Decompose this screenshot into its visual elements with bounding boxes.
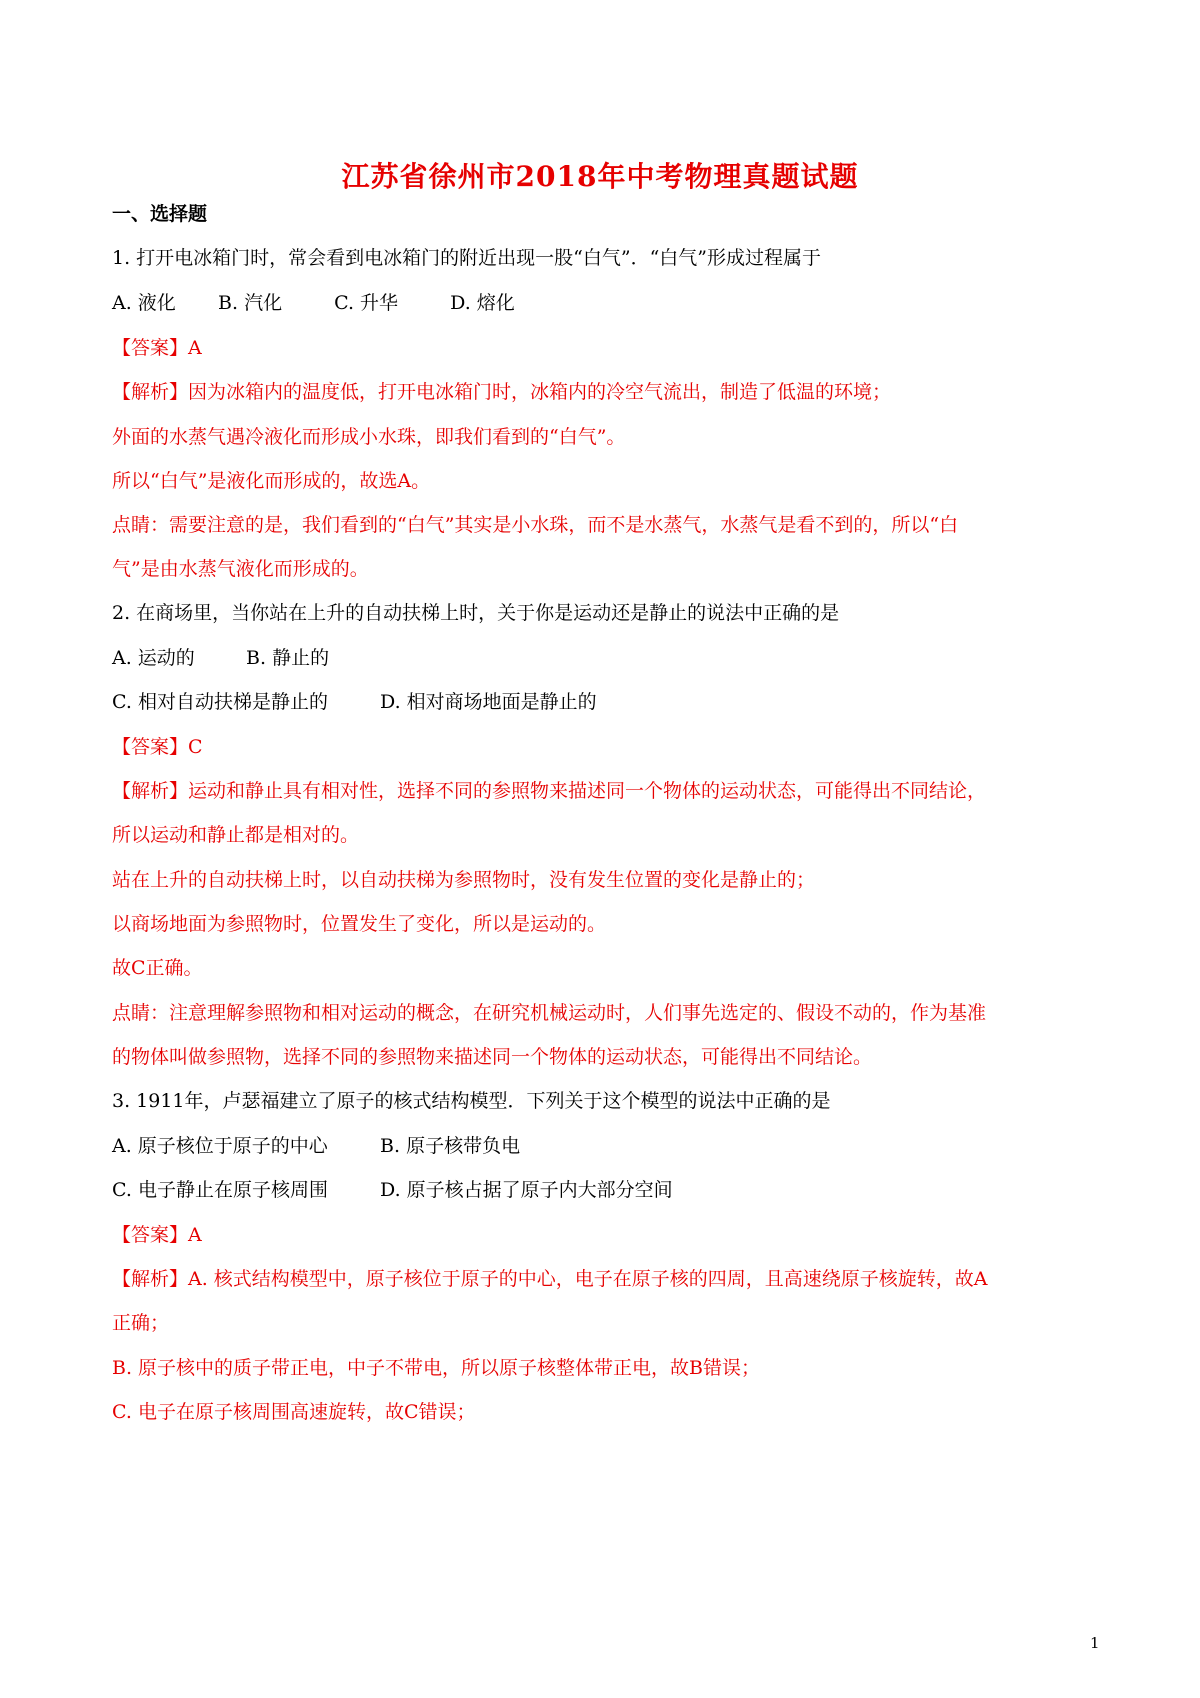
question-1-note-line: 气”是由水蒸气液化而形成的。 — [112, 558, 369, 580]
question-1-stem: 1. 打开电冰箱门时，常会看到电冰箱门的附近出现一股“白气”．“白气”形成过程属于 — [112, 247, 822, 269]
question-3-analysis-line: 正确； — [112, 1312, 170, 1334]
question-2-analysis-line: 站在上升的自动扶梯上时，以自动扶梯为参照物时，没有发生位置的变化是静止的； — [112, 869, 816, 891]
question-3-analysis-line: 【解析】A. 核式结构模型中，原子核位于原子的中心，电子在原子核的四周，且高速绕原子核旋转，故A — [112, 1268, 988, 1290]
question-2-analysis-line: 所以运动和静止都是相对的。 — [112, 824, 360, 846]
question-1-option-d: D. 熔化 — [450, 292, 515, 314]
question-1-options — [112, 294, 515, 313]
question-1-answer: 【答案】A — [112, 337, 202, 359]
question-2-note-line: 的物体叫做参照物，选择不同的参照物来描述同一个物体的运动状态，可能得出不同结论。 — [112, 1046, 873, 1068]
question-1-analysis-line: 外面的水蒸气遇冷液化而形成小水珠，即我们看到的“白气”。 — [112, 426, 626, 448]
question-2-options-row-1 — [112, 649, 329, 668]
question-3-option-b: B. 原子核带负电 — [380, 1135, 521, 1157]
question-2-analysis-line: 【解析】运动和静止具有相对性，选择不同的参照物来描述同一个物体的运动状态，可能得出不同结论， — [112, 780, 987, 802]
question-3-answer: 【答案】A — [112, 1224, 202, 1246]
page-number: 1 — [1090, 1634, 1100, 1652]
question-2-stem: 2. 在商场里，当你站在上升的自动扶梯上时，关于你是运动还是静止的说法中正确的是 — [112, 602, 840, 624]
page-title: 江苏省徐州市2018年中考物理真题试题 — [341, 160, 859, 193]
section-heading: 一、选择题 — [112, 203, 208, 225]
question-3-analysis-line: B. 原子核中的质子带正电，中子不带电，所以原子核整体带正电，故B错误； — [112, 1357, 761, 1379]
question-2-option-b: B. 静止的 — [246, 647, 330, 669]
question-3-analysis-line: C. 电子在原子核周围高速旋转，故C错误； — [112, 1401, 476, 1423]
question-2-note-line: 点睛：注意理解参照物和相对运动的概念，在研究机械运动时，人们事先选定的、假设不动的，作为基准 — [112, 1002, 987, 1024]
question-3-options-row-2 — [112, 1181, 673, 1200]
question-3-option-c: C. 电子静止在原子核周围 — [112, 1179, 328, 1201]
question-1-analysis-line: 所以“白气”是液化而形成的，故选A。 — [112, 470, 431, 492]
question-2-option-c: C. 相对自动扶梯是静止的 — [112, 691, 328, 713]
question-2-analysis-line: 故C正确。 — [112, 957, 203, 979]
question-2-analysis-line: 以商场地面为参照物时，位置发生了变化，所以是运动的。 — [112, 913, 607, 935]
question-2-option-a: A. 运动的 — [112, 647, 195, 669]
question-3-option-a: A. 原子核位于原子的中心 — [112, 1135, 328, 1157]
question-3-options-row-1 — [112, 1137, 520, 1156]
question-1-option-a: A. 液化 — [112, 292, 176, 314]
question-3-option-d: D. 原子核占据了原子内大部分空间 — [380, 1179, 673, 1201]
question-2-option-d: D. 相对商场地面是静止的 — [380, 691, 597, 713]
question-1-option-b: B. 汽化 — [218, 292, 283, 314]
question-1-note-line: 点睛：需要注意的是，我们看到的“白气”其实是小水珠，而不是水蒸气，水蒸气是看不到的，所以“白 — [112, 514, 959, 536]
question-1-analysis-line: 【解析】因为冰箱内的温度低，打开电冰箱门时，冰箱内的冷空气流出，制造了低温的环境； — [112, 381, 892, 403]
question-2-answer: 【答案】C — [112, 736, 203, 758]
question-2-options-row-2 — [112, 693, 597, 712]
question-3-stem: 3. 1911年，卢瑟福建立了原子的核式结构模型．下列关于这个模型的说法中正确的是 — [112, 1090, 831, 1112]
question-1-option-c: C. 升华 — [334, 292, 399, 314]
